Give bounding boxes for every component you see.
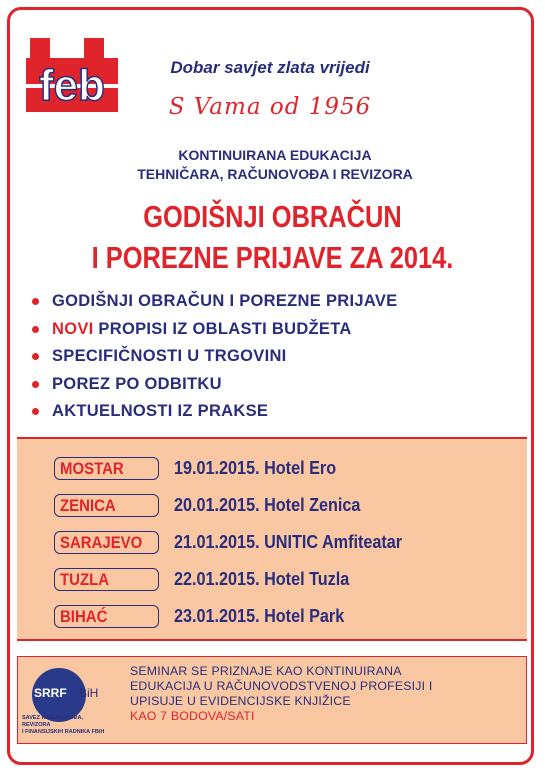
events-panel <box>17 437 527 641</box>
main-title <box>65 196 479 278</box>
event-detail: 22.01.2015. Hotel Tuzla <box>174 569 350 589</box>
topic-item <box>30 373 397 401</box>
bullet-dot-icon <box>32 298 39 305</box>
srrf-country: BiH <box>79 686 99 700</box>
logo-text: feb <box>39 61 105 110</box>
city-badge: TUZLA <box>54 568 159 591</box>
city-badge: BIHAĆ <box>54 605 159 628</box>
bullet-dot-icon <box>32 381 39 388</box>
accreditation-line-2: EDUKACIJA U RAČUNOVODSTVENOJ PROFESIJI I <box>130 679 433 693</box>
tagline: Dobar savjet zlata vrijedi <box>170 58 370 77</box>
title-line-2: I POREZNE PRIJAVE ZA 2014. <box>91 240 454 275</box>
topic-item <box>30 290 397 318</box>
bullet-dot-icon <box>32 353 39 360</box>
intro-text <box>110 146 440 184</box>
topic-item <box>30 400 397 428</box>
topic-text: PROPISI IZ OBLASTI BUDŽETA <box>93 319 352 338</box>
title-line-1: GODIŠNJI OBRAČUN <box>143 199 402 234</box>
intro-line-2: TEHNIČARA, RAČUNOVOĐA I REVIZORA <box>137 166 413 182</box>
srrf-caption-line-1: SAVEZ RAČUNOVOĐA, REVIZORA <box>22 715 84 728</box>
event-detail: 19.01.2015. Hotel Ero <box>174 458 337 478</box>
topic-text: SPECIFIČNOSTI U TRGOVINI <box>52 347 287 365</box>
accreditation-line-3: UPISUJE U EVIDENCIJSKE KNJIŽICE <box>130 694 351 708</box>
city-badge: MOSTAR <box>54 457 159 480</box>
accreditation-line-1: SEMINAR SE PRIZNAJE KAO KONTINUIRANA <box>130 664 402 678</box>
event-detail: 23.01.2015. Hotel Park <box>174 606 345 626</box>
topic-text: AKTUELNOSTI IZ PRAKSE <box>52 402 269 420</box>
city-badge: SARAJEVO <box>54 531 159 554</box>
event-detail: 20.01.2015. Hotel Zenica <box>174 495 361 515</box>
topic-list <box>30 290 397 428</box>
topic-text: POREZ PO ODBITKU <box>52 374 222 393</box>
since-year: S Vama od 1956 <box>168 94 372 120</box>
intro-line-1: KONTINUIRANA EDUKACIJA <box>178 147 372 163</box>
topic-highlight: NOVI <box>52 319 94 338</box>
topic-text: GODIŠNJI OBRAČUN I POREZNE PRIJAVE <box>52 292 398 310</box>
event-detail: 21.01.2015. UNITIC Amfiteatar <box>174 532 403 552</box>
srrf-caption-line-2: I FINANSIJSKIH RADNIKA FBiH <box>22 729 105 735</box>
feb-logo <box>24 34 122 114</box>
srrf-logo-text: SRRF <box>34 686 67 700</box>
accreditation-text <box>130 664 520 724</box>
topic-item <box>30 318 397 346</box>
bullet-dot-icon <box>32 326 39 333</box>
accreditation-panel <box>17 656 527 744</box>
city-badge: ZENICA <box>54 494 159 517</box>
bullet-dot-icon <box>32 408 39 415</box>
topic-item <box>30 345 397 373</box>
accreditation-points: KAO 7 BODOVA/SATI <box>130 709 255 723</box>
srrf-caption <box>22 715 112 736</box>
